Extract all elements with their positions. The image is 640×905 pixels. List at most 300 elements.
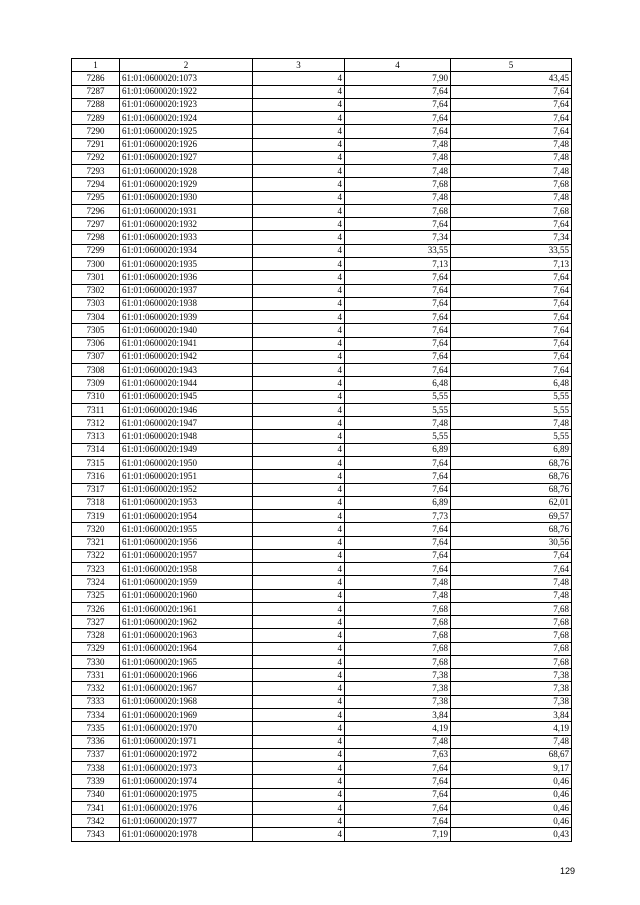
table-cell-col-4: 7,68 — [345, 642, 451, 655]
table-cell-col-1: 7288 — [72, 98, 120, 111]
table-cell-col-2: 61:01:0600020:1970 — [120, 722, 253, 735]
table-cell-col-5: 0,46 — [451, 815, 572, 828]
table-cell-col-5: 7,64 — [451, 218, 572, 231]
table-cell-col-5: 9,17 — [451, 762, 572, 775]
table-cell-col-5: 7,64 — [451, 85, 572, 98]
table-row — [72, 284, 572, 297]
table-cell-col-4: 7,64 — [345, 788, 451, 801]
table-cell-col-1: 7292 — [72, 151, 120, 164]
table-cell-col-3: 4 — [253, 191, 345, 204]
table-cell-col-4: 7,48 — [345, 191, 451, 204]
table-cell-col-4: 7,64 — [345, 85, 451, 98]
table-cell-col-4: 7,64 — [345, 815, 451, 828]
table-cell-col-3: 4 — [253, 470, 345, 483]
table-cell-col-1: 7335 — [72, 722, 120, 735]
table-cell-col-2: 61:01:0600020:1943 — [120, 364, 253, 377]
table-cell-col-2: 61:01:0600020:1932 — [120, 218, 253, 231]
table-row — [72, 403, 572, 416]
table-cell-col-4: 7,68 — [345, 204, 451, 217]
table-cell-col-1: 7319 — [72, 510, 120, 523]
table-cell-col-5: 7,48 — [451, 589, 572, 602]
table-cell-col-2: 61:01:0600020:1948 — [120, 430, 253, 443]
table-cell-col-5: 7,68 — [451, 642, 572, 655]
table-cell-col-4: 7,38 — [345, 669, 451, 682]
table-cell-col-3: 4 — [253, 788, 345, 801]
table-cell-col-3: 4 — [253, 695, 345, 708]
table-cell-col-2: 61:01:0600020:1953 — [120, 496, 253, 509]
table-cell-col-4: 7,64 — [345, 98, 451, 111]
table-cell-col-5: 43,45 — [451, 72, 572, 85]
table-row — [72, 801, 572, 814]
table-cell-col-4: 7,48 — [345, 151, 451, 164]
table-row — [72, 231, 572, 244]
table-cell-col-3: 4 — [253, 98, 345, 111]
table-cell-col-5: 5,55 — [451, 403, 572, 416]
table-cell-col-1: 7323 — [72, 563, 120, 576]
table-cell-col-1: 7302 — [72, 284, 120, 297]
table-cell-col-1: 7318 — [72, 496, 120, 509]
table-cell-col-5: 7,64 — [451, 112, 572, 125]
data-table — [71, 58, 572, 842]
table-row — [72, 669, 572, 682]
table-cell-col-5: 7,38 — [451, 682, 572, 695]
table-row — [72, 576, 572, 589]
table-cell-col-2: 61:01:0600020:1928 — [120, 165, 253, 178]
table-cell-col-5: 0,46 — [451, 788, 572, 801]
table-row — [72, 510, 572, 523]
table-cell-col-4: 7,64 — [345, 324, 451, 337]
table-cell-col-2: 61:01:0600020:1966 — [120, 669, 253, 682]
table-cell-col-5: 7,38 — [451, 695, 572, 708]
table-cell-col-1: 7315 — [72, 456, 120, 469]
table-row — [72, 536, 572, 549]
table-row — [72, 191, 572, 204]
table-cell-col-2: 61:01:0600020:1954 — [120, 510, 253, 523]
table-cell-col-1: 7313 — [72, 430, 120, 443]
table-cell-col-4: 7,64 — [345, 297, 451, 310]
table-cell-col-4: 7,68 — [345, 602, 451, 615]
table-cell-col-5: 0,46 — [451, 775, 572, 788]
table-cell-col-4: 7,64 — [345, 112, 451, 125]
table-cell-col-3: 4 — [253, 682, 345, 695]
table-cell-col-2: 61:01:0600020:1927 — [120, 151, 253, 164]
table-cell-col-5: 7,64 — [451, 364, 572, 377]
table-row — [72, 151, 572, 164]
table-cell-col-2: 61:01:0600020:1957 — [120, 549, 253, 562]
table-cell-col-5: 7,34 — [451, 231, 572, 244]
table-cell-col-3: 4 — [253, 178, 345, 191]
table-cell-col-1: 7322 — [72, 549, 120, 562]
table-cell-col-4: 7,64 — [345, 762, 451, 775]
table-cell-col-1: 7300 — [72, 257, 120, 270]
table-cell-col-1: 7340 — [72, 788, 120, 801]
table-cell-col-2: 61:01:0600020:1937 — [120, 284, 253, 297]
table-cell-col-2: 61:01:0600020:1965 — [120, 655, 253, 668]
table-cell-col-1: 7289 — [72, 112, 120, 125]
table-row — [72, 417, 572, 430]
table-cell-col-1: 7304 — [72, 311, 120, 324]
table-cell-col-2: 61:01:0600020:1945 — [120, 390, 253, 403]
table-cell-col-4: 7,38 — [345, 682, 451, 695]
table-cell-col-2: 61:01:0600020:1940 — [120, 324, 253, 337]
table-cell-col-3: 4 — [253, 112, 345, 125]
table-cell-col-2: 61:01:0600020:1975 — [120, 788, 253, 801]
table-cell-col-5: 5,55 — [451, 430, 572, 443]
table-cell-col-1: 7324 — [72, 576, 120, 589]
table-row — [72, 523, 572, 536]
table-cell-col-4: 5,55 — [345, 430, 451, 443]
table-cell-col-3: 4 — [253, 735, 345, 748]
table-cell-col-3: 4 — [253, 510, 345, 523]
table-cell-col-5: 7,48 — [451, 191, 572, 204]
table-cell-col-4: 7,64 — [345, 311, 451, 324]
table-row — [72, 788, 572, 801]
table-cell-col-1: 7327 — [72, 616, 120, 629]
table-cell-col-1: 7317 — [72, 483, 120, 496]
table-cell-col-2: 61:01:0600020:1952 — [120, 483, 253, 496]
table-cell-col-1: 7314 — [72, 443, 120, 456]
table-cell-col-4: 7,90 — [345, 72, 451, 85]
table-cell-col-1: 7293 — [72, 165, 120, 178]
table-cell-col-3: 4 — [253, 563, 345, 576]
table-cell-col-3: 4 — [253, 204, 345, 217]
table-cell-col-4: 7,68 — [345, 629, 451, 642]
table-cell-col-2: 61:01:0600020:1956 — [120, 536, 253, 549]
table-cell-col-3: 4 — [253, 403, 345, 416]
table-row — [72, 682, 572, 695]
table-cell-col-5: 7,64 — [451, 284, 572, 297]
table-cell-col-2: 61:01:0600020:1947 — [120, 417, 253, 430]
table-cell-col-3: 4 — [253, 364, 345, 377]
table-row — [72, 204, 572, 217]
table-cell-col-3: 4 — [253, 297, 345, 310]
table-cell-col-5: 68,76 — [451, 483, 572, 496]
table-cell-col-3: 4 — [253, 669, 345, 682]
table-row — [72, 72, 572, 85]
column-header-3: 3 — [253, 59, 345, 72]
table-cell-col-4: 6,89 — [345, 496, 451, 509]
table-row — [72, 178, 572, 191]
table-cell-col-2: 61:01:0600020:1926 — [120, 138, 253, 151]
table-cell-col-5: 7,68 — [451, 204, 572, 217]
table-cell-col-3: 4 — [253, 125, 345, 138]
table-cell-col-4: 7,63 — [345, 748, 451, 761]
table-cell-col-4: 7,64 — [345, 350, 451, 363]
table-cell-col-2: 61:01:0600020:1972 — [120, 748, 253, 761]
table-row — [72, 165, 572, 178]
table-row — [72, 735, 572, 748]
table-cell-col-5: 7,68 — [451, 602, 572, 615]
table-cell-col-5: 6,89 — [451, 443, 572, 456]
table-cell-col-5: 4,19 — [451, 722, 572, 735]
table-row — [72, 563, 572, 576]
table-cell-col-1: 7305 — [72, 324, 120, 337]
table-row — [72, 125, 572, 138]
table-cell-col-3: 4 — [253, 536, 345, 549]
table-cell-col-2: 61:01:0600020:1939 — [120, 311, 253, 324]
table-cell-col-3: 4 — [253, 218, 345, 231]
table-cell-col-1: 7330 — [72, 655, 120, 668]
table-cell-col-4: 7,48 — [345, 589, 451, 602]
table-cell-col-3: 4 — [253, 138, 345, 151]
table-cell-col-4: 7,48 — [345, 417, 451, 430]
table-cell-col-4: 7,64 — [345, 483, 451, 496]
table-cell-col-3: 4 — [253, 576, 345, 589]
table-cell-col-4: 7,64 — [345, 456, 451, 469]
table-cell-col-5: 7,68 — [451, 178, 572, 191]
table-cell-col-3: 4 — [253, 722, 345, 735]
table-row — [72, 589, 572, 602]
table-cell-col-3: 4 — [253, 549, 345, 562]
table-cell-col-2: 61:01:0600020:1962 — [120, 616, 253, 629]
table-cell-col-5: 7,48 — [451, 138, 572, 151]
table-cell-col-5: 7,64 — [451, 563, 572, 576]
table-cell-col-5: 7,64 — [451, 297, 572, 310]
table-cell-col-4: 7,64 — [345, 337, 451, 350]
table-cell-col-3: 4 — [253, 72, 345, 85]
table-cell-col-5: 7,64 — [451, 311, 572, 324]
table-cell-col-1: 7336 — [72, 735, 120, 748]
table-cell-col-1: 7297 — [72, 218, 120, 231]
table-cell-col-1: 7286 — [72, 72, 120, 85]
table-cell-col-1: 7290 — [72, 125, 120, 138]
table-cell-col-2: 61:01:0600020:1073 — [120, 72, 253, 85]
table-cell-col-2: 61:01:0600020:1950 — [120, 456, 253, 469]
table-row — [72, 629, 572, 642]
table-row — [72, 297, 572, 310]
table-cell-col-4: 7,19 — [345, 828, 451, 841]
table-cell-col-5: 7,64 — [451, 549, 572, 562]
table-cell-col-4: 7,34 — [345, 231, 451, 244]
table-cell-col-5: 7,64 — [451, 324, 572, 337]
table-cell-col-3: 4 — [253, 828, 345, 841]
table-row — [72, 271, 572, 284]
table-cell-col-4: 7,64 — [345, 364, 451, 377]
table-cell-col-2: 61:01:0600020:1976 — [120, 801, 253, 814]
column-header-4: 4 — [345, 59, 451, 72]
table-cell-col-5: 7,68 — [451, 629, 572, 642]
table-cell-col-2: 61:01:0600020:1969 — [120, 709, 253, 722]
table-row — [72, 549, 572, 562]
table-cell-col-3: 4 — [253, 350, 345, 363]
table-cell-col-5: 7,68 — [451, 616, 572, 629]
table-cell-col-4: 7,64 — [345, 284, 451, 297]
table-cell-col-4: 7,64 — [345, 470, 451, 483]
table-cell-col-2: 61:01:0600020:1942 — [120, 350, 253, 363]
table-cell-col-2: 61:01:0600020:1963 — [120, 629, 253, 642]
table-cell-col-1: 7294 — [72, 178, 120, 191]
table-cell-col-4: 7,64 — [345, 549, 451, 562]
table-cell-col-2: 61:01:0600020:1978 — [120, 828, 253, 841]
table-cell-col-1: 7334 — [72, 709, 120, 722]
table-cell-col-5: 7,48 — [451, 417, 572, 430]
table-cell-col-2: 61:01:0600020:1958 — [120, 563, 253, 576]
table-cell-col-3: 4 — [253, 815, 345, 828]
table-cell-col-1: 7307 — [72, 350, 120, 363]
table-cell-col-3: 4 — [253, 271, 345, 284]
table-row — [72, 722, 572, 735]
table-cell-col-5: 69,57 — [451, 510, 572, 523]
table-cell-col-2: 61:01:0600020:1933 — [120, 231, 253, 244]
table-row — [72, 709, 572, 722]
table-row — [72, 828, 572, 841]
page-number: 129 — [560, 866, 576, 876]
table-row — [72, 616, 572, 629]
table-row — [72, 112, 572, 125]
table-cell-col-3: 4 — [253, 589, 345, 602]
table-cell-col-2: 61:01:0600020:1955 — [120, 523, 253, 536]
table-cell-col-5: 0,46 — [451, 801, 572, 814]
table-cell-col-2: 61:01:0600020:1934 — [120, 244, 253, 257]
table-cell-col-3: 4 — [253, 443, 345, 456]
table-cell-col-2: 61:01:0600020:1946 — [120, 403, 253, 416]
table-cell-col-3: 4 — [253, 748, 345, 761]
table-cell-col-4: 7,64 — [345, 218, 451, 231]
table-row — [72, 257, 572, 270]
table-cell-col-3: 4 — [253, 165, 345, 178]
table-cell-col-1: 7291 — [72, 138, 120, 151]
table-cell-col-4: 7,64 — [345, 536, 451, 549]
table-cell-col-4: 7,48 — [345, 165, 451, 178]
table-cell-col-1: 7308 — [72, 364, 120, 377]
table-cell-col-2: 61:01:0600020:1977 — [120, 815, 253, 828]
table-cell-col-4: 7,48 — [345, 138, 451, 151]
table-cell-col-1: 7332 — [72, 682, 120, 695]
table-cell-col-1: 7309 — [72, 377, 120, 390]
table-cell-col-3: 4 — [253, 775, 345, 788]
table-cell-col-4: 7,48 — [345, 735, 451, 748]
table-cell-col-1: 7306 — [72, 337, 120, 350]
table-cell-col-4: 5,55 — [345, 403, 451, 416]
table-cell-col-1: 7329 — [72, 642, 120, 655]
table-cell-col-2: 61:01:0600020:1930 — [120, 191, 253, 204]
table-cell-col-5: 7,13 — [451, 257, 572, 270]
table-cell-col-4: 7,64 — [345, 523, 451, 536]
table-cell-col-4: 5,55 — [345, 390, 451, 403]
table-cell-col-2: 61:01:0600020:1968 — [120, 695, 253, 708]
table-cell-col-2: 61:01:0600020:1938 — [120, 297, 253, 310]
table-cell-col-2: 61:01:0600020:1971 — [120, 735, 253, 748]
table-row — [72, 655, 572, 668]
table-cell-col-4: 7,64 — [345, 801, 451, 814]
table-cell-col-1: 7328 — [72, 629, 120, 642]
table-cell-col-3: 4 — [253, 337, 345, 350]
table-cell-col-3: 4 — [253, 257, 345, 270]
table-cell-col-5: 6,48 — [451, 377, 572, 390]
table-cell-col-3: 4 — [253, 709, 345, 722]
table-cell-col-2: 61:01:0600020:1960 — [120, 589, 253, 602]
table-row — [72, 244, 572, 257]
table-cell-col-1: 7311 — [72, 403, 120, 416]
table-cell-col-1: 7338 — [72, 762, 120, 775]
table-cell-col-3: 4 — [253, 762, 345, 775]
table-row — [72, 430, 572, 443]
table-cell-col-1: 7337 — [72, 748, 120, 761]
table-cell-col-1: 7312 — [72, 417, 120, 430]
table-cell-col-4: 7,48 — [345, 576, 451, 589]
table-cell-col-1: 7341 — [72, 801, 120, 814]
table-cell-col-5: 62,01 — [451, 496, 572, 509]
table-cell-col-4: 4,19 — [345, 722, 451, 735]
table-row — [72, 377, 572, 390]
table-cell-col-1: 7295 — [72, 191, 120, 204]
table-cell-col-5: 68,76 — [451, 456, 572, 469]
table-cell-col-1: 7298 — [72, 231, 120, 244]
table-row — [72, 390, 572, 403]
table-cell-col-5: 68,76 — [451, 523, 572, 536]
table-row — [72, 695, 572, 708]
table-cell-col-3: 4 — [253, 430, 345, 443]
table-cell-col-1: 7326 — [72, 602, 120, 615]
table-cell-col-4: 7,13 — [345, 257, 451, 270]
table-cell-col-4: 7,64 — [345, 271, 451, 284]
table-cell-col-2: 61:01:0600020:1961 — [120, 602, 253, 615]
table-cell-col-2: 61:01:0600020:1944 — [120, 377, 253, 390]
table-cell-col-2: 61:01:0600020:1923 — [120, 98, 253, 111]
table-cell-col-5: 68,76 — [451, 470, 572, 483]
table-row — [72, 456, 572, 469]
table-cell-col-1: 7303 — [72, 297, 120, 310]
table-cell-col-5: 7,38 — [451, 669, 572, 682]
table-cell-col-4: 7,64 — [345, 125, 451, 138]
table-cell-col-5: 7,48 — [451, 151, 572, 164]
table-cell-col-4: 7,64 — [345, 563, 451, 576]
table-row — [72, 350, 572, 363]
table-cell-col-5: 0,43 — [451, 828, 572, 841]
table-cell-col-4: 7,73 — [345, 510, 451, 523]
table-cell-col-3: 4 — [253, 284, 345, 297]
table-cell-col-5: 7,48 — [451, 576, 572, 589]
table-cell-col-3: 4 — [253, 801, 345, 814]
table-row — [72, 364, 572, 377]
table-cell-col-2: 61:01:0600020:1974 — [120, 775, 253, 788]
table-cell-col-5: 68,67 — [451, 748, 572, 761]
table-cell-col-5: 5,55 — [451, 390, 572, 403]
table-cell-col-1: 7342 — [72, 815, 120, 828]
table-row — [72, 775, 572, 788]
table-cell-col-5: 30,56 — [451, 536, 572, 549]
table-cell-col-5: 7,64 — [451, 125, 572, 138]
table-cell-col-2: 61:01:0600020:1929 — [120, 178, 253, 191]
table-cell-col-3: 4 — [253, 390, 345, 403]
table-cell-col-3: 4 — [253, 85, 345, 98]
table-row — [72, 748, 572, 761]
table-cell-col-1: 7299 — [72, 244, 120, 257]
table-cell-col-5: 7,64 — [451, 98, 572, 111]
table-cell-col-4: 7,38 — [345, 695, 451, 708]
table-cell-col-3: 4 — [253, 629, 345, 642]
table-cell-col-4: 6,89 — [345, 443, 451, 456]
table-cell-col-2: 61:01:0600020:1964 — [120, 642, 253, 655]
table-cell-col-3: 4 — [253, 655, 345, 668]
table-row — [72, 85, 572, 98]
table-cell-col-2: 61:01:0600020:1951 — [120, 470, 253, 483]
table-cell-col-2: 61:01:0600020:1949 — [120, 443, 253, 456]
table-cell-col-2: 61:01:0600020:1941 — [120, 337, 253, 350]
table-cell-col-2: 61:01:0600020:1967 — [120, 682, 253, 695]
table-cell-col-3: 4 — [253, 377, 345, 390]
table-cell-col-2: 61:01:0600020:1931 — [120, 204, 253, 217]
table-cell-col-5: 7,48 — [451, 735, 572, 748]
table-cell-col-4: 7,64 — [345, 775, 451, 788]
table-cell-col-3: 4 — [253, 602, 345, 615]
table-cell-col-3: 4 — [253, 616, 345, 629]
table-body — [72, 72, 572, 841]
table-cell-col-2: 61:01:0600020:1925 — [120, 125, 253, 138]
table-cell-col-5: 33,55 — [451, 244, 572, 257]
table-cell-col-4: 7,68 — [345, 178, 451, 191]
table-cell-col-1: 7321 — [72, 536, 120, 549]
